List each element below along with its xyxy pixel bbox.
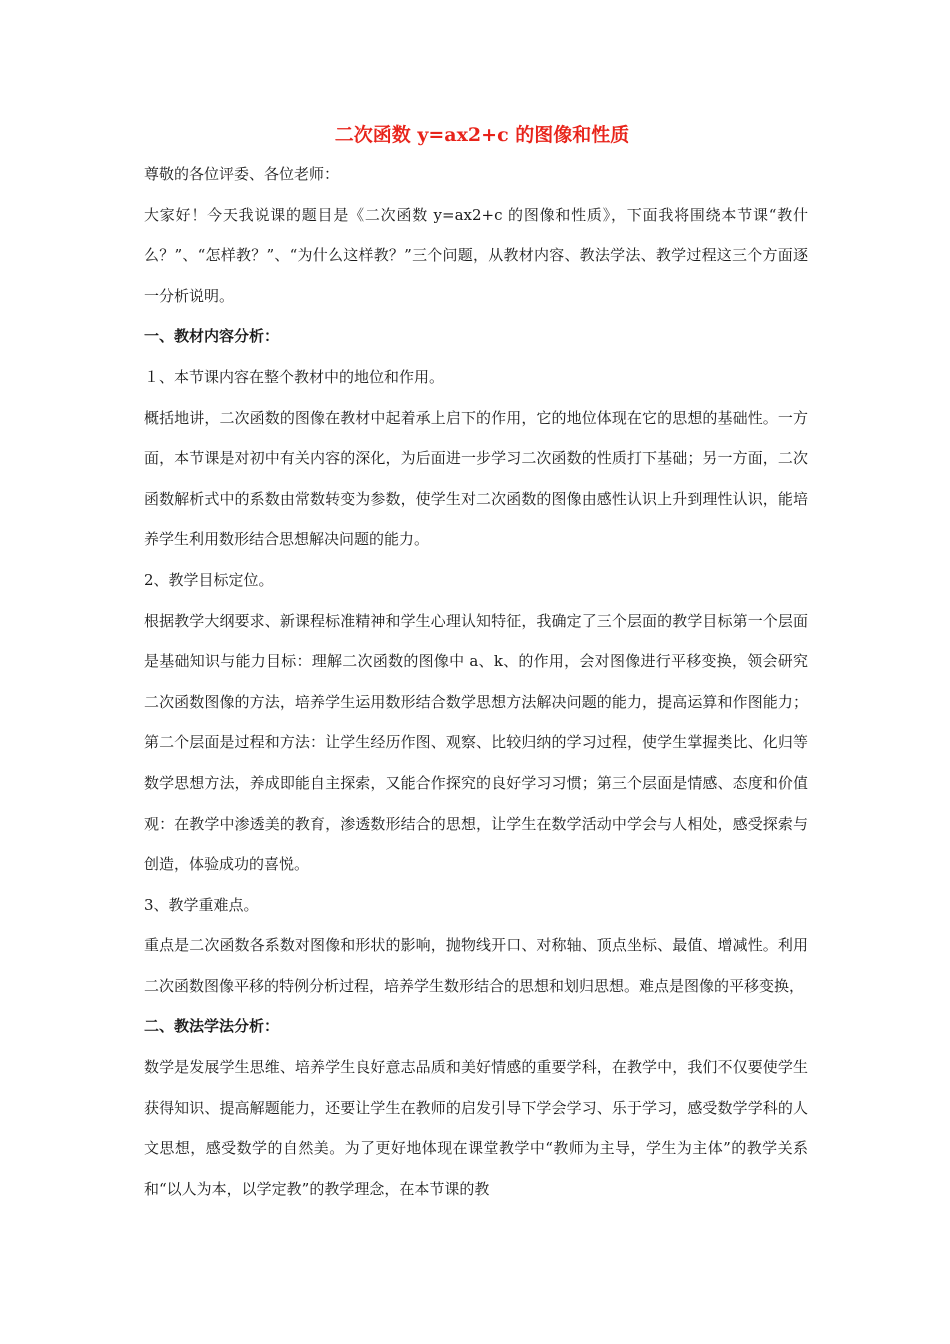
section1-item2-body: 根据教学大纲要求、新课程标准精神和学生心理认知特征，我确定了三个层面的教学目标第一个层面是基础知识与能力目标：理解二次函数的图像中 a、k、的作用，会对图像进行平移变换，领会研究二次函数图像的方法，培养学生运用数形结合数学思想方法解决问题的能力，提高运算和作图能力；第二个层面是过程和方法：让学生经历作图、观察、比较归纳的学习过程，使学生掌握类比、化归等数学思想方法，养成即能自主探索，又能合作探究的良好学习习惯；第三个层面是情感、态度和价值观：在教学中渗透美的教育，渗透数形结合的思想，让学生在数学活动中学会与人相处，感受探索与创造，体验成功的喜悦。: [144, 611, 808, 874]
section1-item3-body: 重点是二次函数各系数对图像和形状的影响，抛物线开口、对称轴、顶点坐标、最值、增减性。利用二次函数图像平移的特例分析过程，培养学生数形结合的思想和划归思想。难点是图像的平移变换，: [144, 936, 808, 995]
intro-paragraph: 大家好！今天我说课的题目是《二次函数 y=ax2+c 的图像和性质》，下面我将围绕本节课“教什么？”、“怎样教？”、“为什么这样教？”三个问题，从教材内容、教法学法、教学过程这三个方面逐一分析说明。: [144, 205, 808, 305]
section1-item3-title: 3、教学重难点。: [144, 895, 259, 914]
section2-heading: 二、教法学法分析：: [144, 1017, 280, 1036]
document-page: [144, 118, 808, 1209]
document-title: 二次函数 y=ax2+c 的图像和性质: [334, 124, 630, 146]
section1-item1-title: １、本节课内容在整个教材中的地位和作用。: [144, 367, 445, 386]
section1-item2-title: 2、教学目标定位。: [144, 570, 274, 589]
greeting: 尊敬的各位评委、各位老师：: [144, 165, 340, 183]
section1-heading: 一、教材内容分析：: [144, 327, 280, 346]
section1-item1-body: 概括地讲，二次函数的图像在教材中起着承上启下的作用，它的地位体现在它的思想的基础性。一方面，本节课是对初中有关内容的深化，为后面进一步学习二次函数的性质打下基础；另一方面，二次函数解析式中的系数由常数转变为参数，使学生对二次函数的图像由感性认识上升到理性认识，能培养学生利用数形结合思想解决问题的能力。: [144, 408, 808, 549]
section2-body: 数学是发展学生思维、培养学生良好意志品质和美好情感的重要学科，在教学中，我们不仅要使学生获得知识、提高解题能力，还要让学生在教师的启发引导下学会学习、乐于学习，感受数学学科的人文思想，感受数学的自然美。为了更好地体现在课堂教学中“教师为主导，学生为主体”的教学关系和“以人为本，以学定教”的教学理念，在本节课的教: [144, 1058, 808, 1198]
